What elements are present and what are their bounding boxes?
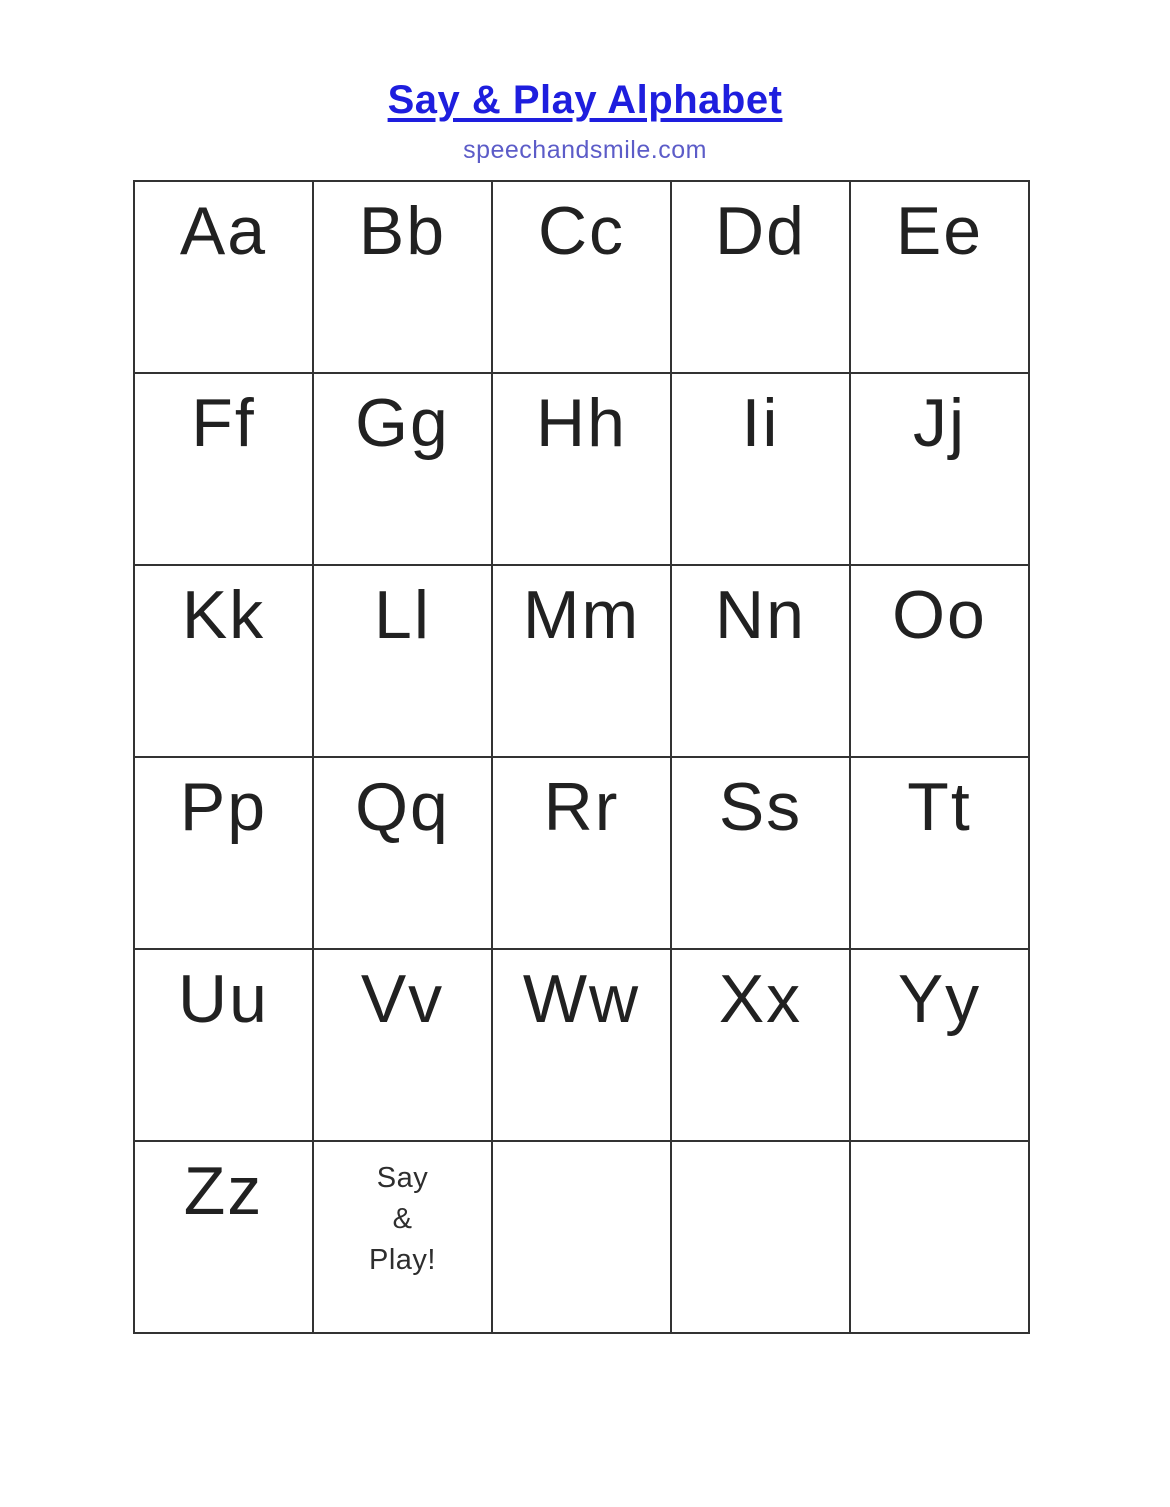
table-row <box>134 373 1029 565</box>
table-row <box>134 757 1029 949</box>
table-row <box>134 565 1029 757</box>
letter-cell-rr: Rr <box>492 757 671 949</box>
table-row <box>134 1141 1029 1333</box>
table-row <box>134 181 1029 373</box>
page-title: Say & Play Alphabet <box>387 78 783 122</box>
letter-cell-uu: Uu <box>134 949 313 1141</box>
letter-cell-ii: Ii <box>671 373 850 565</box>
website-subtitle: speechandsmile.com <box>463 136 707 164</box>
letter-cell-ff: Ff <box>134 373 313 565</box>
letter-cell-tt: Tt <box>850 757 1029 949</box>
letter-cell-mm: Mm <box>492 565 671 757</box>
letter-cell-aa: Aa <box>134 181 313 373</box>
empty-cell <box>671 1141 850 1333</box>
letter-cell-vv: Vv <box>313 949 492 1141</box>
say-play-line-1: Say <box>376 1162 429 1194</box>
letter-cell-oo: Oo <box>850 565 1029 757</box>
table-row <box>134 949 1029 1141</box>
alphabet-worksheet <box>0 78 1170 1334</box>
letter-cell-gg: Gg <box>313 373 492 565</box>
letter-cell-hh: Hh <box>492 373 671 565</box>
letter-cell-xx: Xx <box>671 949 850 1141</box>
letter-cell-cc: Cc <box>492 181 671 373</box>
letter-cell-pp: Pp <box>134 757 313 949</box>
letter-cell-ww: Ww <box>492 949 671 1141</box>
letter-cell-ee: Ee <box>850 181 1029 373</box>
alphabet-table <box>133 180 1030 1334</box>
letter-cell-zz: Zz <box>134 1141 313 1333</box>
empty-cell <box>492 1141 671 1333</box>
letter-cell-jj: Jj <box>850 373 1029 565</box>
letter-cell-ll: Ll <box>313 565 492 757</box>
letter-cell-qq: Qq <box>313 757 492 949</box>
say-play-line-3: Play! <box>369 1244 436 1277</box>
letter-cell-dd: Dd <box>671 181 850 373</box>
letter-cell-bb: Bb <box>313 181 492 373</box>
say-and-play-cell <box>313 1141 492 1333</box>
letter-cell-yy: Yy <box>850 949 1029 1141</box>
letter-cell-kk: Kk <box>134 565 313 757</box>
letter-cell-ss: Ss <box>671 757 850 949</box>
say-play-line-2: & <box>392 1203 413 1236</box>
empty-cell <box>850 1141 1029 1333</box>
letter-cell-nn: Nn <box>671 565 850 757</box>
